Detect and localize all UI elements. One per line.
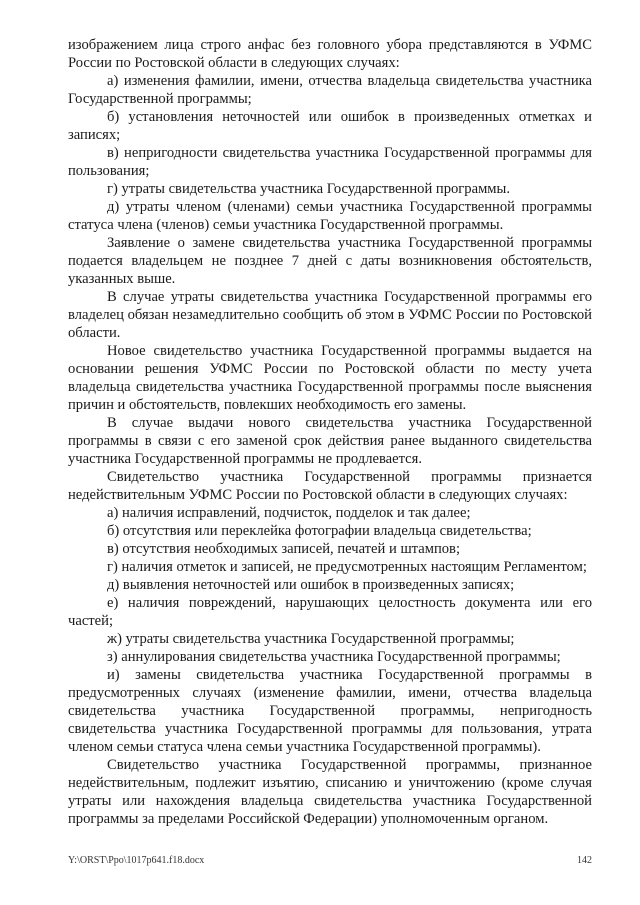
paragraph-seizure: Свидетельство участника Государственной программы, признанное недействительным, подлежит изъятию, списанию и уничтожению (кроме случая утраты или нахождения владельца свидетельства участника Государственной программы за пределами Российской Федерации) уполномоченным органом. (68, 757, 592, 827)
list-item-g: г) утраты свидетельства участника Государственной программы. (107, 181, 510, 197)
paragraph-validity: В случае выдачи нового свидетельства участника Государственной программы в связи с его заменой срок действия ранее выданного свидетельства участника Государственной программы не продлевается. (68, 415, 592, 467)
list-item-b: б) установления неточностей или ошибок в произведенных отметках и записях; (68, 109, 592, 143)
list-item-a: а) изменения фамилии, имени, отчества владельца свидетельства участника Государственной программы; (68, 73, 592, 107)
invalid-item-a: а) наличия исправлений, подчисток, подделок и так далее; (107, 505, 471, 521)
paragraph-application: Заявление о замене свидетельства участника Государственной программы подается владельцем не позднее 7 дней с даты возникновения обстоятельств, указанных выше. (68, 235, 592, 287)
invalid-item-v: в) отсутствия необходимых записей, печатей и штампов; (107, 541, 461, 557)
invalid-item-g: г) наличия отметок и записей, не предусмотренных настоящим Регламентом; (107, 559, 587, 575)
paragraph-invalid-cases: Свидетельство участника Государственной программы признается недействительным УФМС России по Ростовской области в следующих случаях: (68, 469, 592, 503)
list-item-d: д) утраты членом (членами) семьи участника Государственной программы статуса члена (членов) семьи участника Государственной программы. (68, 199, 592, 233)
document-body (68, 36, 592, 828)
invalid-item-e: е) наличия повреждений, нарушающих целостность документа или его частей; (68, 595, 592, 629)
invalid-item-d: д) выявления неточностей или ошибок в произведенных записях; (107, 577, 515, 593)
page-number: 142 (577, 855, 592, 866)
paragraph-continuation: изображением лица строго анфас без головного убора представляются в УФМС России по Ростовской области в следующих случаях: (68, 37, 592, 71)
invalid-item-z: з) аннулирования свидетельства участника Государственной программы; (107, 649, 561, 665)
paragraph-new-certificate: Новое свидетельство участника Государственной программы выдается на основании решения УФМС России по Ростовской области по месту учета владельца свидетельства участника Государственной программы после выяснения причин и обстоятельств, повлекших необходимость его замены. (68, 343, 592, 413)
invalid-item-i: и) замены свидетельства участника Государственной программы в предусмотренных случаях (изменение фамилии, имени, отчества владельца свидетельства участника Государственной программы, непригодность свидетельства участника Государственной программы для пользования, утрата членом семьи статуса члена семьи участника Государственной программы). (68, 667, 592, 755)
invalid-item-zh: ж) утраты свидетельства участника Государственной программы; (107, 631, 515, 647)
list-item-v: в) непригодности свидетельства участника Государственной программы для пользования; (68, 145, 592, 179)
paragraph-loss: В случае утраты свидетельства участника Государственной программы его владелец обязан незамедлительно сообщить об этом в УФМС России по Ростовской области. (68, 289, 592, 341)
file-path: Y:\ORST\Ppo\1017p641.f18.docx (68, 855, 205, 866)
invalid-item-b: б) отсутствия или переклейка фотографии владельца свидетельства; (107, 523, 532, 539)
